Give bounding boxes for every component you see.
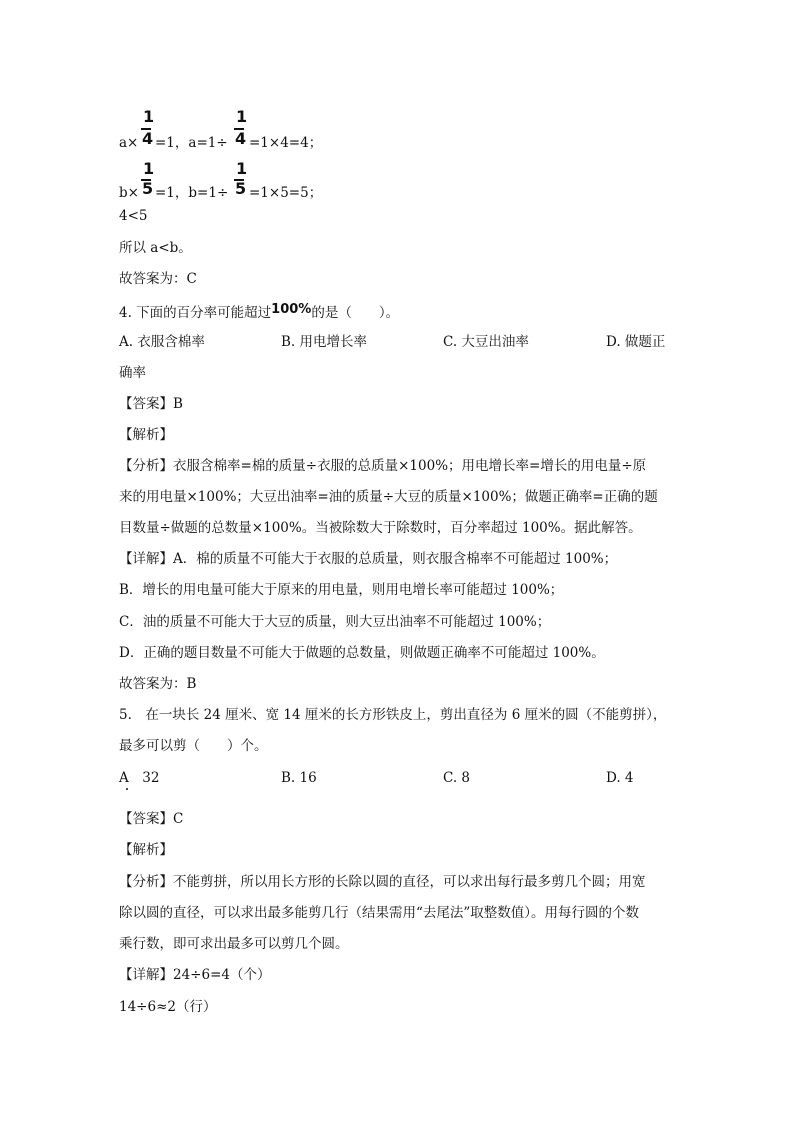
fraction-numerator: 1: [236, 107, 248, 126]
conclusion-line: 所以 a<b。: [119, 240, 192, 256]
option-a: A. 衣服含棉率: [119, 334, 205, 350]
equation-b-middle: =1，b=1÷: [155, 185, 229, 201]
stray-dot: [126, 788, 128, 790]
analysis-text-3: 乘行数，即可求出最多可以剪几个圆。: [119, 936, 349, 952]
fraction-denominator: 5: [235, 179, 247, 198]
analysis-text-2: 除以圆的直径，可以求出最多能剪几行（结果需用“去尾法”取整数值）。用每行圆的个数: [119, 905, 640, 921]
fraction-denominator: 5: [142, 179, 154, 198]
fraction-numerator: 1: [143, 159, 155, 178]
final-answer-q4: 故答案为：B: [119, 676, 197, 692]
answer-label: 【答案】B: [119, 396, 183, 412]
option-b: B. 用电增长率: [281, 334, 368, 350]
option-c: C. 8: [443, 770, 471, 786]
analysis-text-1: 【分析】不能剪拼，所以用长方形的长除以圆的直径，可以求出每行最多剪几个圆；用宽: [119, 874, 646, 890]
detail-d: D．正确的题目数量不可能大于做题的总数量，则做题正确率不可能超过 100%。: [119, 645, 605, 661]
option-a: A 32: [119, 770, 160, 786]
option-d: D. 做题正: [606, 334, 666, 350]
option-c: C. 大豆出油率: [443, 334, 529, 350]
percent-100: 100%: [271, 302, 312, 317]
equation-a-middle: =1，a=1÷: [155, 135, 228, 151]
detail-2: 14÷6≈2（行）: [119, 999, 217, 1015]
detail-1: 【详解】24÷6=4（个）: [119, 967, 271, 983]
option-d: D. 4: [606, 770, 634, 786]
question-4-stem-a: 4. 下面的百分率可能超过: [119, 305, 272, 321]
equation-b-prefix: b×: [119, 185, 139, 201]
detail-c: C．油的质量不可能大于大豆的质量，则大豆出油率不可能超过 100%；: [119, 614, 551, 630]
analysis-label: 【解析】: [119, 842, 173, 858]
equation-b-suffix: =1×5=5；: [249, 185, 323, 201]
detail-b: B．增长的用电量可能大于原来的用电量，则用电增长率可能超过 100%；: [119, 582, 564, 598]
analysis-label: 【解析】: [119, 427, 173, 443]
answer-q3: 故答案为：C: [119, 271, 197, 287]
answer-label: 【答案】C: [119, 811, 184, 827]
fraction-denominator: 4: [142, 129, 154, 148]
question-4-stem-b: 的是（ ）。: [311, 305, 400, 321]
fraction-numerator: 1: [236, 159, 248, 178]
question-5-stem-2: 最多可以剪（ ）个。: [119, 738, 268, 754]
option-d-continued: 确率: [119, 365, 146, 381]
fraction-denominator: 4: [235, 129, 247, 148]
detail-a: 【详解】A．棉的质量不可能大于衣服的总质量，则衣服含棉率不可能超过 100%；: [119, 551, 618, 567]
equation-a-prefix: a×: [119, 135, 139, 151]
option-b: B. 16: [281, 770, 317, 786]
question-5-stem-1: 5. 在一块长 24 厘米、宽 14 厘米的长方形铁皮上，剪出直径为 6 厘米的圆（不能剪拼），: [119, 707, 667, 723]
analysis-text-3: 目数量÷做题的总数量×100%。当被除数大于除数时，百分率超过 100%。据此解答。: [119, 520, 642, 536]
equation-a-suffix: =1×4=4；: [249, 135, 323, 151]
analysis-text-1: 【分析】衣服含棉率=棉的质量÷衣服的总质量×100%；用电增长率=增长的用电量÷原: [119, 458, 647, 474]
fraction-numerator: 1: [143, 107, 155, 126]
comparison-line: 4<5: [119, 208, 148, 224]
analysis-text-2: 来的用电量×100%；大豆出油率=油的质量÷大豆的质量×100%；做题正确率=正确的题: [119, 489, 658, 505]
question-4-stem: [119, 303, 399, 324]
